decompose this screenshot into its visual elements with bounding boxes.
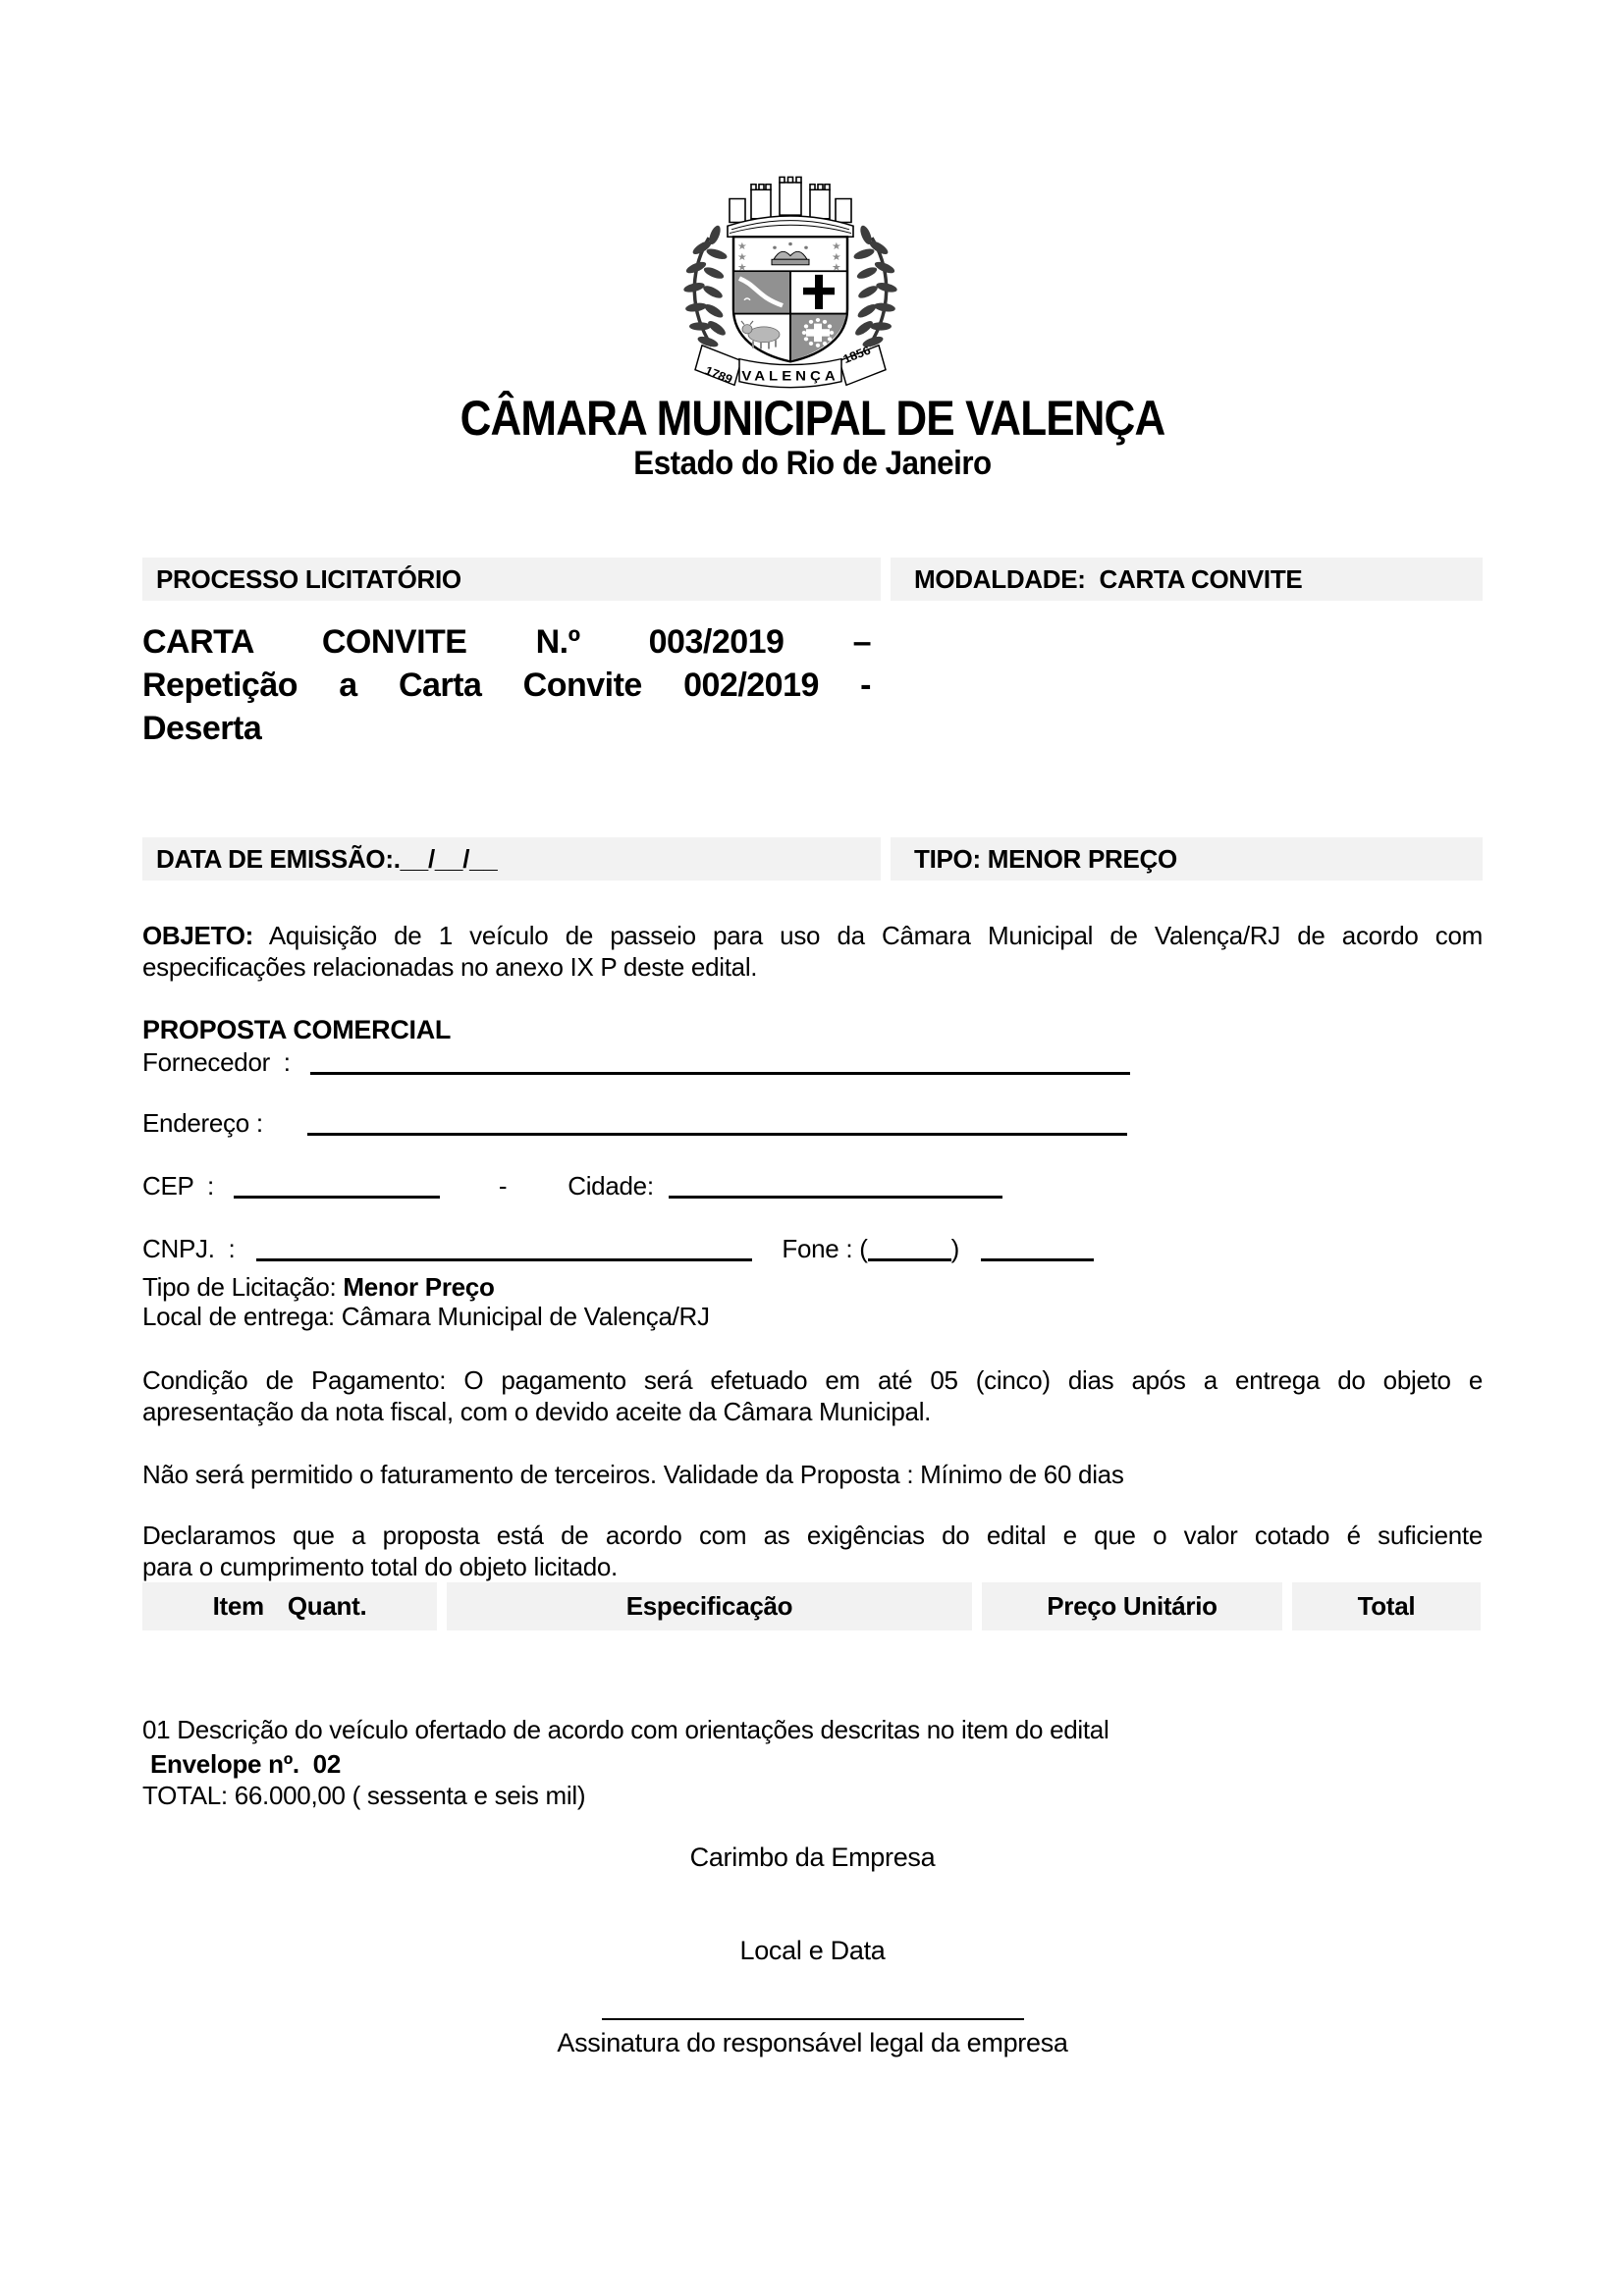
table-gap	[972, 1582, 982, 1630]
type-label: TIPO: MENOR PREÇO	[914, 843, 1177, 874]
fornecedor-blank	[310, 1046, 1130, 1075]
document-title-line2: Repetição a Carta Convite 002/2019 -	[142, 667, 871, 704]
process-header-bar	[142, 558, 1483, 601]
local-entrega-label: Local de entrega:	[142, 1302, 335, 1331]
objeto-label: OBJETO:	[142, 921, 253, 950]
fone-paren-close: )	[950, 1234, 959, 1263]
item-description-line: 01 Descrição do veículo ofertado de acordo com orientações descritas no item do edital	[142, 1715, 1109, 1744]
signature-caption: Assinatura do responsável legal da empresa	[557, 2028, 1068, 2057]
total-line: TOTAL: 66.000,00 ( sessenta e seis mil)	[142, 1781, 586, 1810]
declaracao-line1: Declaramos que a proposta está de acordo com as exigências do edital e que o valor cotado é suficiente	[142, 1521, 1483, 1550]
document-title-line3: Deserta	[142, 710, 262, 747]
svg-text:★: ★	[832, 251, 841, 264]
company-stamp-label: Carimbo da Empresa	[689, 1842, 936, 1872]
ribbon-year-right: 1856	[840, 344, 873, 366]
emission-date-label: DATA DE EMISSÃO:.__/__/__	[156, 843, 498, 874]
fone-label: Fone : (	[782, 1234, 868, 1263]
ribbon-city-name: VALENÇA	[741, 369, 839, 385]
laurel-left-branch	[682, 224, 729, 348]
local-entrega-value: Câmara Municipal de Valença/RJ	[341, 1302, 710, 1331]
coat-of-arms	[643, 135, 938, 387]
cidade-blank	[669, 1170, 1002, 1199]
cnpj-fone-row	[142, 1233, 1483, 1264]
local-entrega-line	[142, 1302, 1483, 1331]
proposta-heading: PROPOSTA COMERCIAL	[142, 1015, 452, 1044]
condicao-line2: apresentação da nota fiscal, com o devido aceite da Câmara Municipal.	[142, 1397, 932, 1426]
fornecedor-label: Fornecedor :	[142, 1047, 291, 1077]
fone-ddd-blank	[868, 1233, 951, 1261]
type-cell	[891, 837, 1483, 881]
condicao-pagamento-paragraph	[142, 1364, 1483, 1427]
tipo-licitacao-line	[142, 1272, 1483, 1302]
cep-cidade-separator: -	[498, 1171, 508, 1201]
cep-blank	[234, 1170, 440, 1199]
table-gap	[1282, 1582, 1292, 1630]
header-preco-unitario: Preço Unitário	[1047, 1591, 1217, 1621]
cep-cidade-row	[142, 1170, 1483, 1201]
fornecedor-row	[142, 1046, 1483, 1078]
svg-text:★: ★	[832, 240, 841, 252]
modality-cell	[891, 558, 1483, 601]
objeto-paragraph	[142, 920, 1483, 983]
svg-text:★: ★	[737, 251, 747, 264]
endereco-label: Endereço :	[142, 1108, 263, 1138]
envelope-line: Envelope nº. 02	[150, 1749, 341, 1779]
declaracao-paragraph	[142, 1520, 1483, 1582]
items-table-header	[142, 1582, 1483, 1630]
table-gap	[437, 1582, 447, 1630]
ribbon-year-left: 1789	[702, 363, 735, 387]
header-cell-item-quant	[142, 1582, 437, 1630]
place-date-label: Local e Data	[739, 1936, 886, 1965]
endereco-row	[142, 1107, 1483, 1139]
declaracao-line2: para o cumprimento total do objeto licitado.	[142, 1552, 618, 1581]
header-cell-especificacao	[447, 1582, 972, 1630]
shield	[733, 237, 847, 361]
cnpj-blank	[256, 1233, 752, 1261]
document-title	[142, 620, 871, 750]
process-label: PROCESSO LICITATÓRIO	[156, 563, 461, 594]
validade-line: Não será permitido o faturamento de terceiros. Validade da Proposta : Mínimo de 60 dias	[142, 1460, 1124, 1489]
process-label-cell	[142, 558, 881, 601]
bar-gap	[881, 558, 891, 601]
emission-date-cell	[142, 837, 881, 881]
org-subtitle: Estado do Rio de Janeiro	[633, 445, 992, 482]
endereco-blank	[307, 1107, 1127, 1136]
svg-text:★: ★	[737, 240, 747, 252]
bar-gap	[881, 837, 891, 881]
fone-blank	[981, 1233, 1094, 1261]
objeto-text-line2: especificações relacionadas no anexo IX P deste edital.	[142, 952, 758, 982]
header-quant: Quant.	[287, 1591, 367, 1621]
header-item: Item	[212, 1591, 264, 1621]
cep-label: CEP :	[142, 1171, 214, 1201]
laurel-right-branch	[852, 224, 898, 348]
condicao-line1: Condição de Pagamento: O pagamento será efetuado em até 05 (cinco) dias após a entrega do objeto e	[142, 1365, 1483, 1395]
tipo-licitacao-label: Tipo de Licitação:	[142, 1272, 337, 1302]
header-cell-total	[1292, 1582, 1481, 1630]
objeto-text-line1: Aquisição de 1 veículo de passeio para uso da Câmara Municipal de Valença/RJ de acordo com	[268, 921, 1483, 950]
header-total: Total	[1357, 1591, 1416, 1621]
header-especificacao: Especificação	[625, 1591, 793, 1621]
tipo-licitacao-value: Menor Preço	[343, 1272, 495, 1302]
svg-text:★: ★	[737, 261, 747, 274]
svg-text:★: ★	[832, 261, 841, 274]
document-title-line1: CARTA CONVITE N.º 003/2019 –	[142, 623, 871, 661]
cidade-label: Cidade:	[568, 1171, 654, 1201]
cnpj-label: CNPJ. :	[142, 1234, 236, 1263]
mural-crown	[728, 177, 853, 237]
emission-header-bar	[142, 837, 1483, 881]
modality-label: MODALDADE: CARTA CONVITE	[914, 563, 1303, 594]
header-cell-preco	[982, 1582, 1282, 1630]
org-name: CÂMARA MUNICIPAL DE VALENÇA	[460, 391, 1165, 446]
